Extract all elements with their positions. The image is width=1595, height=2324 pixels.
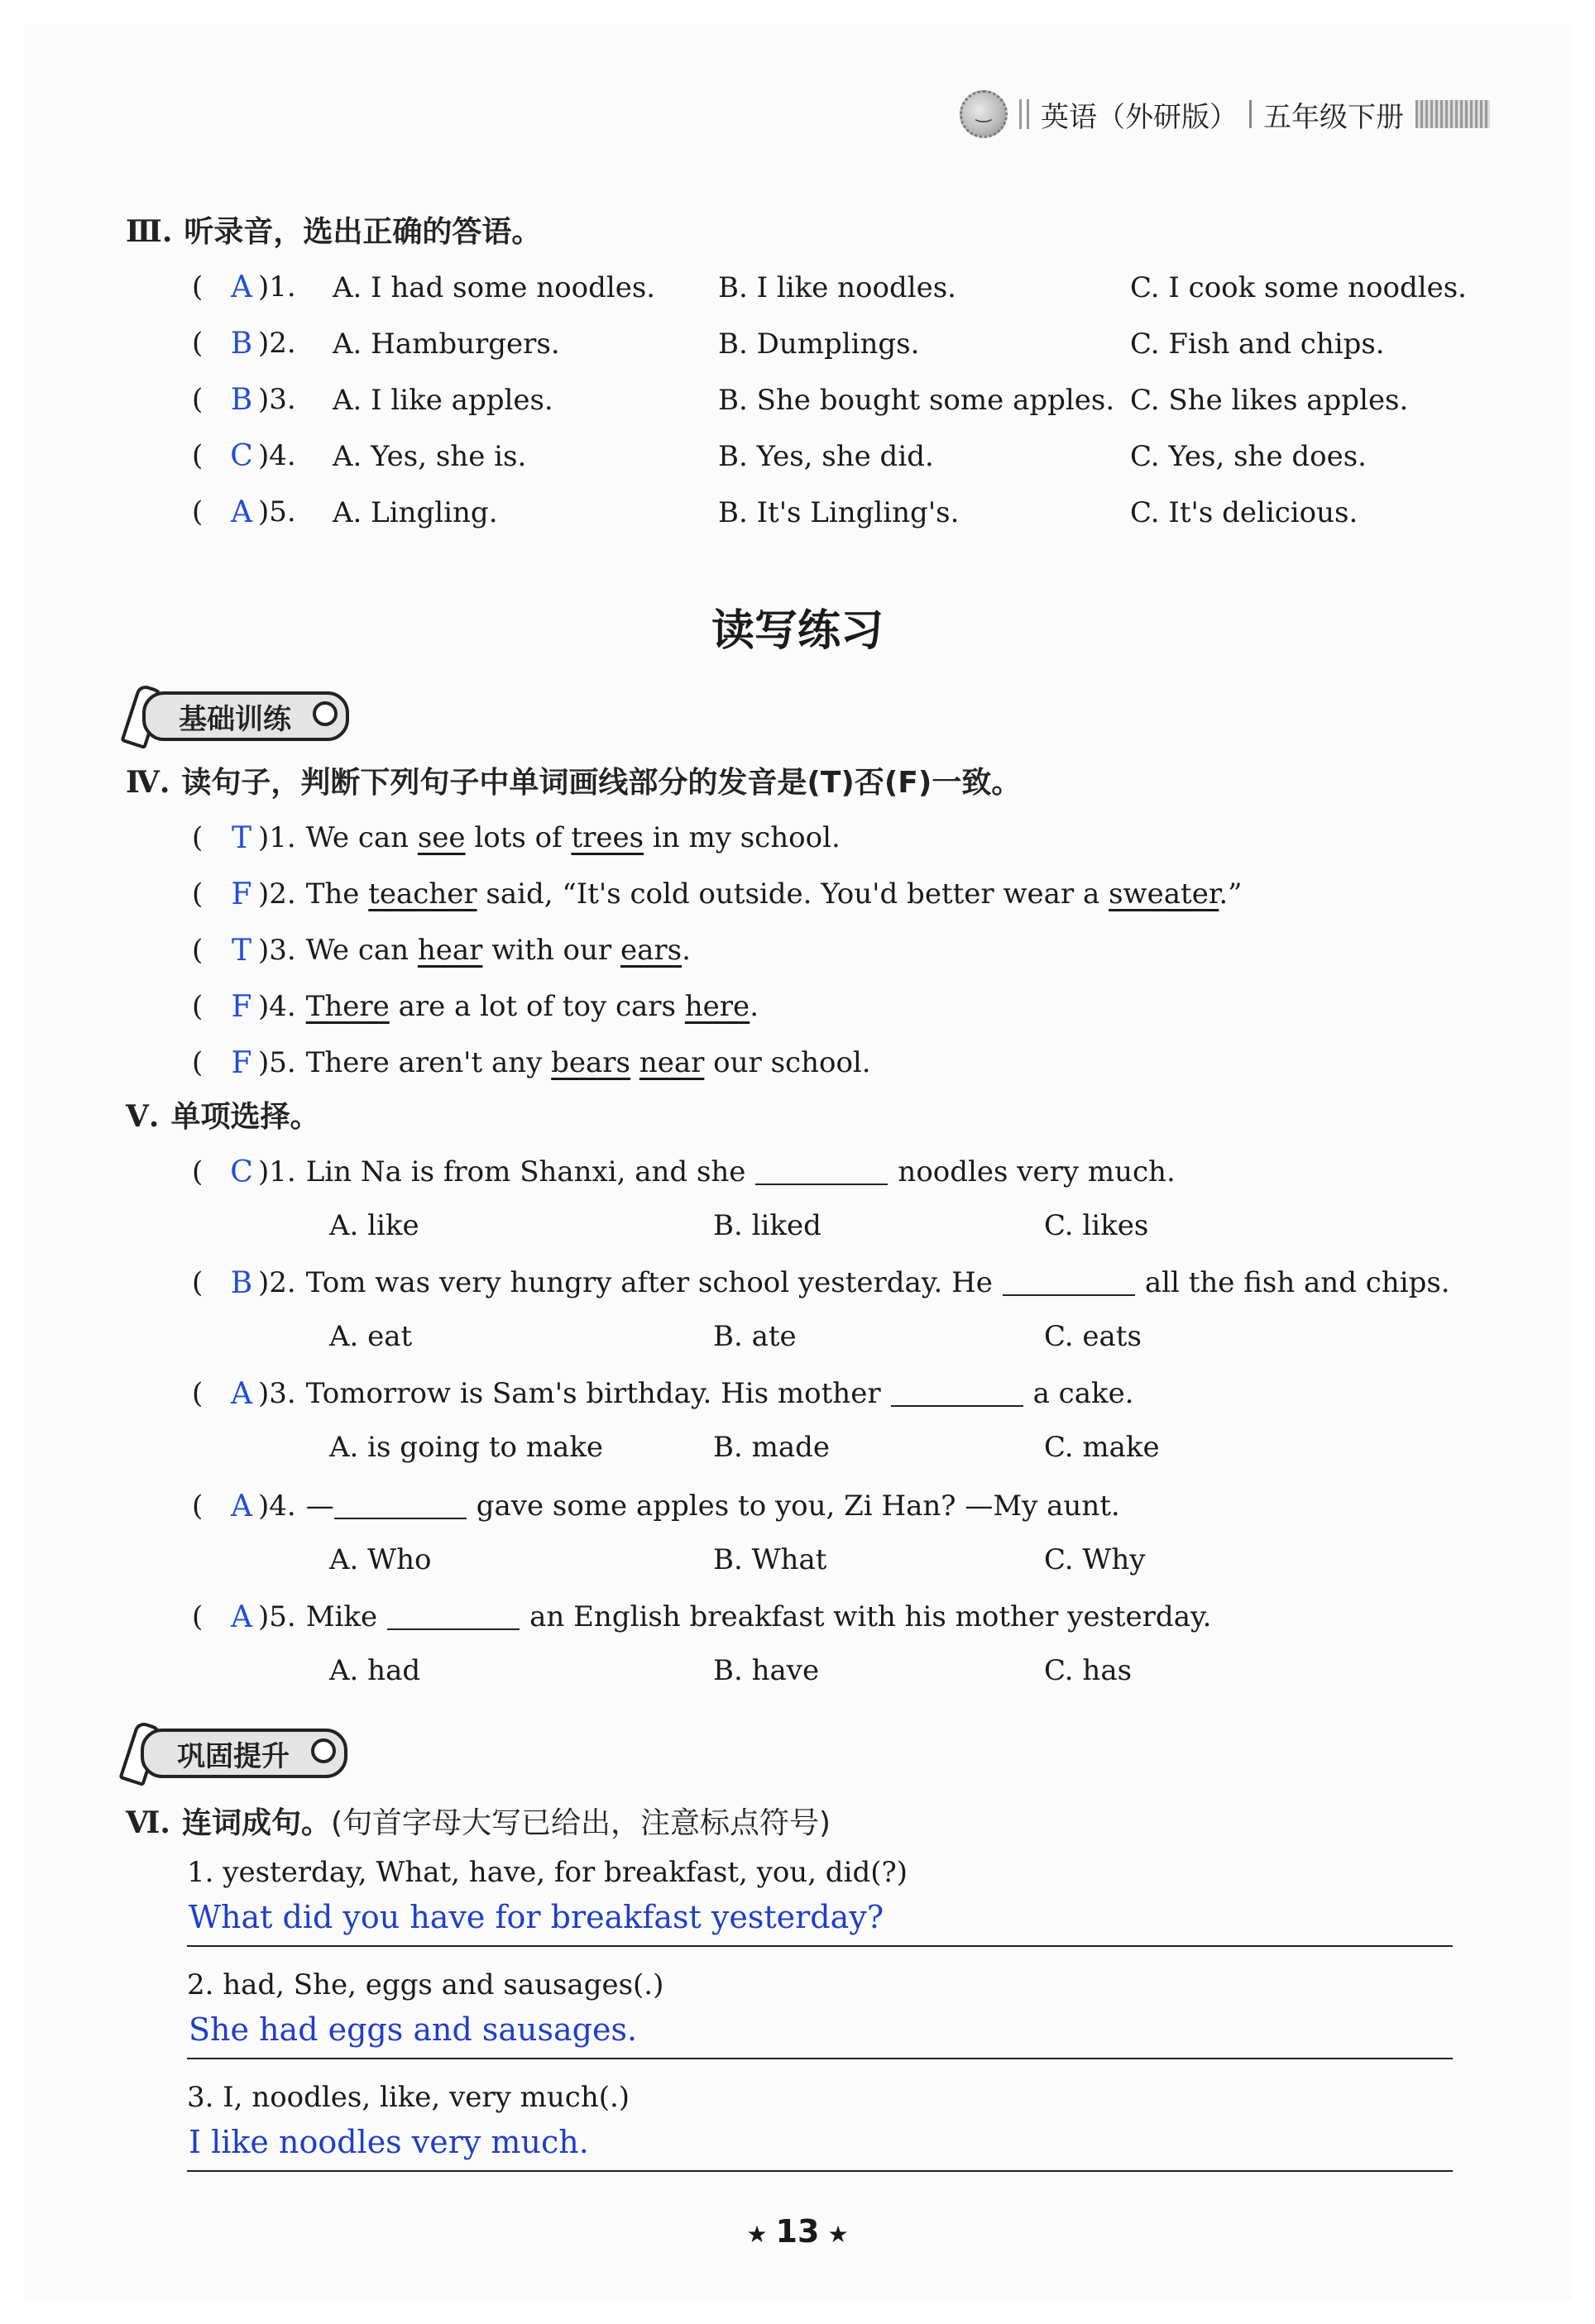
section-3-title (126, 208, 541, 251)
answer-line (187, 2058, 1453, 2059)
question-text: a cake. (1032, 1377, 1134, 1410)
question-text: Tom was very hungry after school yesterday. He (305, 1266, 993, 1299)
choice-question: ( A )3. Tomorrow is Sam's birthday. His mother a cake. (192, 1376, 1134, 1411)
answer-blank (755, 1159, 888, 1185)
option-c: C. Yes, she does. (1130, 440, 1367, 473)
section-4-title (126, 759, 1021, 801)
header-grade: 五年级下册 (1263, 100, 1404, 134)
listening-item: ( C )4. (192, 438, 296, 473)
judge-item: ( F )4. There are a lot of toy cars here. (192, 989, 759, 1024)
option-b: B. Dumplings. (718, 328, 920, 361)
answer-mark: A (231, 495, 252, 529)
listening-item: ( A )5. (192, 495, 296, 529)
written-answer: I like noodles very much. (189, 2124, 589, 2160)
section-instruction: 读句子，判断下列句子中单词画线部分的发音是(T)否(F)一致。 (181, 766, 1022, 800)
option-a: A. like (329, 1209, 419, 1242)
badge-consolidation (127, 1730, 347, 1776)
answer-mark: B (230, 326, 253, 361)
section-note: (句首字母大写已给出，注意标点符号) (330, 1806, 831, 1840)
option-c: C. Fish and chips. (1130, 328, 1385, 361)
option-a: A. I had some noodles. (333, 271, 656, 304)
question-text: Tomorrow is Sam's birthday. His mother (305, 1377, 881, 1410)
scramble-prompt: 1. yesterday, What, have, for breakfast, you, did(?) (187, 1856, 908, 1889)
section-5-title (126, 1093, 319, 1136)
option-a: A. eat (329, 1320, 413, 1353)
header-divider (1019, 99, 1029, 129)
answer-blank (891, 1380, 1023, 1407)
star-icon: ★ (746, 2221, 768, 2248)
option-b: B. ate (713, 1320, 797, 1353)
listening-item: ( A )1. (192, 270, 296, 304)
answer-blank (1003, 1270, 1135, 1296)
option-a: A. I like apples. (333, 384, 553, 417)
answer-mark: T (231, 820, 251, 855)
answer-mark: B (230, 382, 253, 417)
answer-line (187, 2170, 1453, 2172)
sentence: There aren't any bears near our school. (305, 1046, 871, 1079)
section-number: Ⅵ. (126, 1805, 170, 1840)
option-c: C. It's delicious. (1130, 496, 1358, 529)
badge-label: 巩固提升 (177, 1739, 290, 1773)
option-c: C. make (1044, 1431, 1160, 1464)
sun-logo-icon (960, 90, 1008, 138)
option-b: B. have (713, 1654, 820, 1687)
answer-mark: F (231, 877, 252, 911)
badge-label: 基础训练 (179, 702, 291, 736)
question-text: all the fish and chips. (1144, 1266, 1450, 1299)
answer-mark: A (231, 1376, 252, 1411)
listening-item: ( B )3. (192, 382, 296, 417)
listening-item: ( B )2. (192, 326, 296, 361)
badge-basic-training (129, 693, 349, 739)
answer-mark: T (231, 933, 251, 968)
sentence: The teacher said, “It's cold outside. You'd better wear a sweater.” (305, 877, 1243, 911)
option-b: B. She bought some apples. (718, 384, 1115, 417)
choice-question: ( A )5. Mike an English breakfast with his mother yesterday. (192, 1600, 1212, 1634)
ring-icon (311, 1738, 336, 1763)
judge-item: ( F )2. The teacher said, “It's cold outside. You'd better wear a sweater.” (192, 877, 1243, 911)
practice-title: 读写练习 (711, 606, 884, 656)
answer-mark: F (231, 1045, 252, 1080)
choice-question: ( C )1. Lin Na is from Shanxi, and she noodles very much. (192, 1155, 1176, 1189)
section-instruction: 连词成句。 (181, 1806, 331, 1840)
judge-item: ( T )1. We can see lots of trees in my school. (192, 820, 841, 855)
answer-mark: A (231, 270, 252, 304)
option-c: C. eats (1044, 1320, 1142, 1353)
option-b: B. liked (713, 1209, 821, 1242)
section-number: Ⅴ. (126, 1099, 160, 1134)
answer-mark: A (231, 1489, 252, 1523)
answer-mark: F (231, 989, 252, 1024)
question-text: Lin Na is from Shanxi, and she (305, 1155, 746, 1188)
question-text: gave some apples to you, Zi Han? —My aunt. (476, 1490, 1120, 1523)
header-separator (1249, 100, 1252, 128)
written-answer: She had eggs and sausages. (189, 2011, 638, 2048)
page-footer (0, 2213, 1595, 2250)
sentence: We can see lots of trees in my school. (305, 821, 841, 854)
option-b: B. I like noodles. (718, 271, 956, 304)
judge-item: ( F )5. There aren't any bears near our school. (192, 1045, 871, 1080)
option-c: C. She likes apples. (1130, 384, 1409, 417)
question-text: noodles very much. (898, 1155, 1176, 1188)
option-a: A. Who (329, 1543, 432, 1576)
answer-mark: C (230, 1155, 253, 1189)
header-subject: 英语（外研版） (1041, 100, 1238, 134)
section-instruction: 听录音，选出正确的答语。 (184, 215, 542, 249)
answer-mark: B (230, 1265, 253, 1300)
answer-blank (387, 1604, 520, 1630)
choice-question: ( B )2. Tom was very hungry after school yesterday. He all the fish and chips. (192, 1265, 1450, 1300)
section-6-title (126, 1800, 831, 1842)
scramble-prompt: 2. had, She, eggs and sausages(.) (187, 1968, 664, 2001)
answer-line (187, 1945, 1453, 1947)
option-a: A. Yes, she is. (333, 440, 527, 473)
sentence: There are a lot of toy cars here. (305, 990, 759, 1023)
choice-question: ( A )4. — gave some apples to you, Zi Han? —My aunt. (192, 1489, 1120, 1523)
option-b: B. It's Lingling's. (718, 496, 960, 529)
star-icon: ★ (827, 2221, 849, 2248)
option-b: B. Yes, she did. (718, 440, 934, 473)
section-number: Ⅳ. (126, 765, 170, 800)
written-answer: What did you have for breakfast yesterday? (189, 1899, 884, 1935)
header-stripe-decoration (1415, 100, 1490, 128)
judge-item: ( T )3. We can hear with our ears. (192, 933, 691, 968)
section-instruction: 单项选择。 (170, 1100, 320, 1134)
option-c: C. Why (1044, 1543, 1146, 1576)
option-a: A. Lingling. (333, 496, 498, 529)
option-c: C. likes (1044, 1209, 1149, 1242)
option-a: A. Hamburgers. (333, 328, 560, 361)
question-text: an English breakfast with his mother yesterday. (529, 1600, 1212, 1633)
question-text: Mike (305, 1600, 378, 1633)
page-number: 13 (775, 2213, 820, 2250)
option-b: B. made (713, 1431, 830, 1464)
question-text: — (305, 1490, 334, 1523)
book-header (960, 89, 1572, 139)
scramble-prompt: 3. I, noodles, like, very much(.) (187, 2081, 630, 2114)
answer-mark: C (230, 438, 253, 473)
sentence: We can hear with our ears. (305, 934, 691, 967)
ring-icon (313, 701, 338, 726)
option-a: A. is going to make (329, 1431, 604, 1464)
option-c: C. I cook some noodles. (1130, 271, 1467, 304)
section-number: Ⅲ. (126, 214, 173, 249)
answer-blank (334, 1493, 467, 1519)
option-c: C. has (1044, 1654, 1133, 1687)
option-b: B. What (713, 1543, 827, 1576)
option-a: A. had (329, 1654, 421, 1687)
answer-mark: A (231, 1600, 252, 1634)
